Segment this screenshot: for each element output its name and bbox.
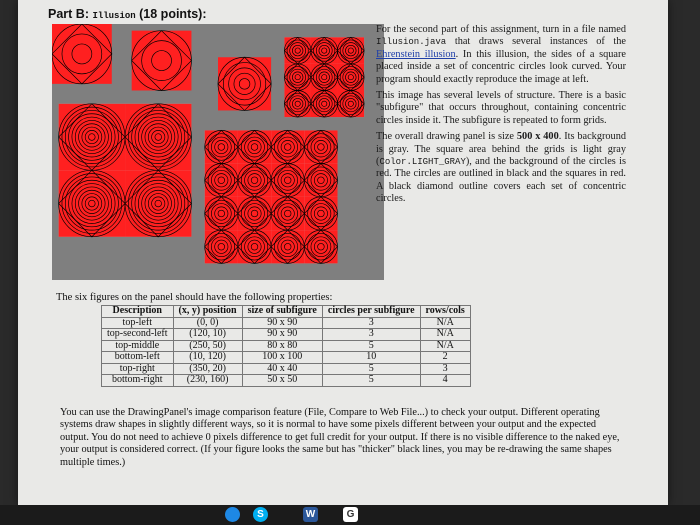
skype-icon[interactable]: S — [253, 507, 268, 522]
table-cell: 90 x 90 — [242, 317, 322, 329]
p1-text-c: . In this illusion, the sides of a square placed inside a set of concentric circles look curved. Your program should exactly reproduce the image at left. — [376, 48, 626, 85]
p1-text-a: For the second part of this assignment, turn in a file named — [376, 24, 626, 35]
table-header-cell: circles per subfigure — [322, 306, 420, 318]
table-row — [102, 329, 471, 341]
table-header-cell: Description — [102, 306, 174, 318]
table-cell: 2 — [420, 352, 470, 364]
table-cell: bottom-right — [102, 375, 174, 387]
section-title — [48, 7, 207, 21]
table-row — [102, 317, 471, 329]
p3-text-c: ), and the background of the circles is red. The circles are outlined in black and the squares in red. A black diamond outline covers each set of concentric circles. — [376, 156, 626, 205]
p3-text-b: . Its background is gray. The square area behind the grids is light gray ( — [376, 131, 626, 168]
table-cell: (250, 50) — [173, 340, 242, 352]
paragraph-2: This image has several levels of structure. There is a basic "subfigure" that occurs throughout, containing concentric circles inside it. The subfigure is repeated to form grids. — [376, 90, 626, 126]
panel-size: 500 x 400 — [516, 131, 559, 143]
paragraph-1 — [376, 24, 626, 86]
p1-text-b: that draws several instances of the — [446, 36, 626, 48]
title-code: Illusion — [92, 11, 136, 21]
table-header-cell: (x, y) position — [173, 306, 242, 318]
ehrenstein-link[interactable]: Ehrenstein illusion — [376, 48, 456, 60]
table-cell: 3 — [322, 317, 420, 329]
table-cell: 80 x 80 — [242, 340, 322, 352]
g-app-icon[interactable]: G — [343, 507, 358, 522]
table-cell: top-second-left — [102, 329, 174, 341]
properties-table — [101, 305, 471, 387]
table-cell: 5 — [322, 363, 420, 375]
title-prefix: Part B: — [48, 7, 93, 21]
table-cell: N/A — [420, 317, 470, 329]
table-cell: (10, 120) — [173, 352, 242, 364]
taskbar — [0, 505, 700, 525]
p1-code: Illusion.java — [376, 37, 447, 48]
table-cell: bottom-left — [102, 352, 174, 364]
paragraph-3 — [376, 131, 626, 205]
table-cell: 4 — [420, 375, 470, 387]
table-cell: top-middle — [102, 340, 174, 352]
table-cell: (0, 0) — [173, 317, 242, 329]
table-header-cell: size of subfigure — [242, 306, 322, 318]
bottom-paragraph: You can use the DrawingPanel's image comparison feature (File, Compare to Web File...) to check your output. Different operating systems draw shapes in slightly different ways, so it is normal to have some pixels different between your output and the expected output. You do not need to achieve 0 pixels difference to get full credit for your output. If there is no visible difference to the naked eye, your output is considered correct. (If your figure looks the same but has "thicker" black lines, you may be re-drawing the same shapes multiple times.) — [60, 407, 620, 468]
table-cell: (350, 20) — [173, 363, 242, 375]
document-page — [18, 0, 668, 505]
table-cell: N/A — [420, 340, 470, 352]
table-row — [102, 375, 471, 387]
table-cell: 90 x 90 — [242, 329, 322, 341]
title-suffix: (18 points): — [135, 7, 207, 21]
table-cell: 3 — [322, 329, 420, 341]
p3-text-a: The overall drawing panel is size — [376, 131, 517, 143]
table-header-cell: rows/cols — [420, 306, 470, 318]
table-cell: 5 — [322, 340, 420, 352]
table-row — [102, 340, 471, 352]
table-cell: 100 x 100 — [242, 352, 322, 364]
table-cell: (120, 10) — [173, 329, 242, 341]
word-icon[interactable]: W — [303, 507, 318, 522]
p3-code: Color.LIGHT_GRAY — [379, 157, 466, 168]
table-cell: 40 x 40 — [242, 363, 322, 375]
chrome-icon[interactable] — [225, 507, 240, 522]
table-row — [102, 363, 471, 375]
table-cell: 50 x 50 — [242, 375, 322, 387]
description-text — [376, 24, 626, 210]
table-header-row — [102, 306, 471, 318]
table-cell: 10 — [322, 352, 420, 364]
table-row — [102, 352, 471, 364]
table-cell: top-right — [102, 363, 174, 375]
table-cell: 3 — [420, 363, 470, 375]
table-cell: N/A — [420, 329, 470, 341]
illusion-figure — [52, 24, 384, 280]
table-cell: top-left — [102, 317, 174, 329]
table-cell: 5 — [322, 375, 420, 387]
table-cell: (230, 160) — [173, 375, 242, 387]
table-intro: The six figures on the panel should have the following properties: — [56, 292, 333, 303]
